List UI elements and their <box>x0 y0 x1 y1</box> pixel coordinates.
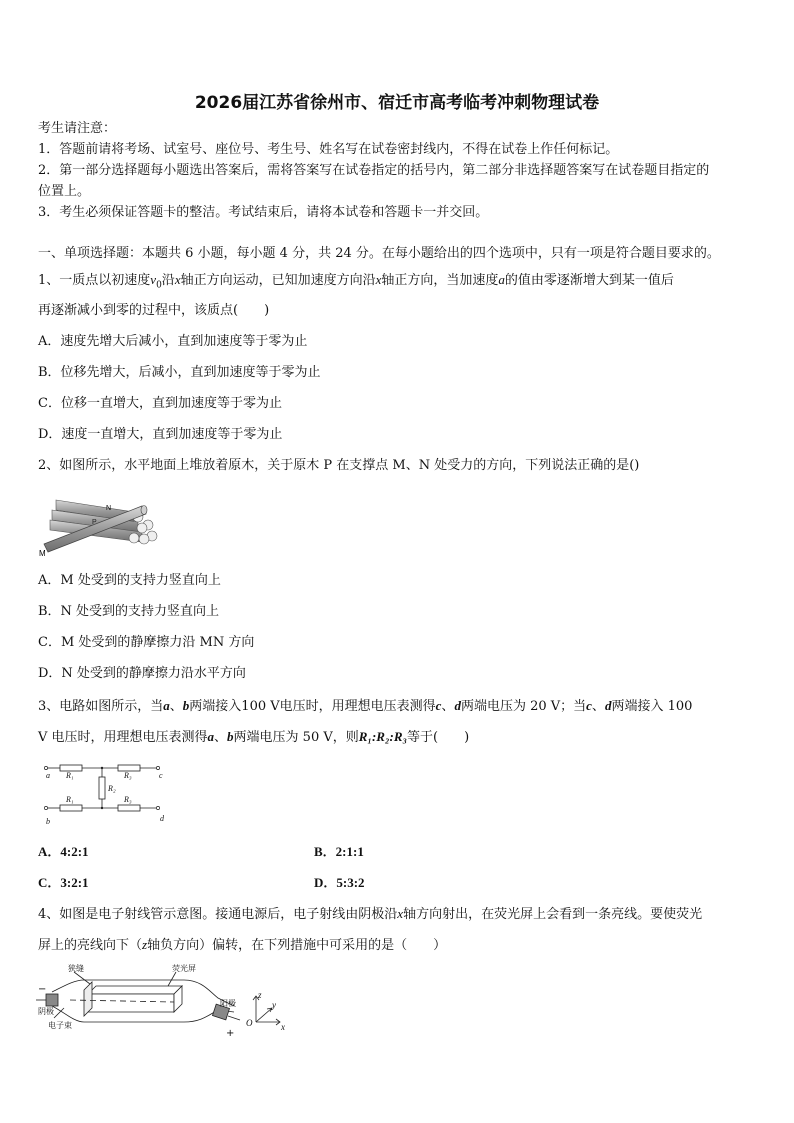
circuit-figure <box>40 758 174 828</box>
q3-var: c <box>435 698 442 713</box>
axis-z-label: z <box>258 990 262 1000</box>
q1-text: 轴正方向，当加速度 <box>381 273 499 288</box>
notice-item-3: 3．考生必须保证答题卡的整洁。考试结束后，请将本试卷和答题卡一并交回。 <box>38 205 489 220</box>
label-c: c <box>159 771 163 780</box>
label-r3: R₃ <box>124 771 132 780</box>
q1-text: 轴正方向运动，已知加速度方向沿 <box>180 273 376 288</box>
deflection-box <box>88 986 182 994</box>
q1-text: 沿 <box>161 273 175 288</box>
q1-v0: v <box>150 272 157 287</box>
label-screen: 荧光屏 <box>172 964 196 973</box>
q3-text: V 电压时，用理想电压表测得 <box>38 730 208 745</box>
q3-var: c <box>586 698 592 713</box>
q2-option-d: D．N 处受到的静摩擦力沿水平方向 <box>38 666 246 681</box>
q1-a: a <box>498 272 505 287</box>
q3-ratio: R₁:R₂:R₃ <box>358 729 408 744</box>
q3-var: b <box>227 729 234 744</box>
label-r1: R₁ <box>66 795 74 804</box>
q2-option-b: B．N 处受到的支持力竖直向上 <box>38 604 220 619</box>
q3-var: d <box>604 698 612 713</box>
q3-option-c: C．3:2:1 <box>38 875 89 890</box>
q3-var: b <box>182 698 190 713</box>
log-end <box>139 534 149 544</box>
label-d: d <box>160 814 164 823</box>
q3-var: d <box>454 698 461 713</box>
q4-text: 轴负方向）偏转，在下列措施中可采用的是（ ） <box>147 938 447 953</box>
label-slit: 狭缝 <box>68 964 84 973</box>
cathode <box>46 994 58 1006</box>
log-p-end <box>141 506 147 515</box>
q1-text: 的值由零逐渐增大到某一值后 <box>504 273 674 288</box>
q3-var: a <box>163 698 170 713</box>
q3-stem-line-2 <box>38 729 469 746</box>
junction <box>101 767 103 769</box>
label-plus: + <box>226 1028 235 1039</box>
q3-text: 、 <box>169 699 183 714</box>
notice-item-2: 2．第一部分选择题每小题选出答案后，需将答案写在试卷指定的括号内，第二部分非选择题答案写在试卷题目指定的 <box>38 163 710 178</box>
label-m: M <box>39 549 46 558</box>
resistor-r2 <box>99 777 105 799</box>
q3-text: 、 <box>214 730 228 745</box>
label-p: P <box>92 519 97 526</box>
q1-option-d: D．速度一直增大，直到加速度等于零为止 <box>38 427 283 442</box>
q1-text: 1、一质点以初速度 <box>38 273 151 288</box>
q1-option-c: C．位移一直增大，直到加速度等于零为止 <box>38 396 282 411</box>
q3-text: 、 <box>591 699 605 714</box>
q1-x: x <box>174 272 181 287</box>
origin-label: O <box>246 1018 253 1028</box>
log-end <box>137 523 147 533</box>
q4-text: 轴方向射出，在荧光屏上会看到一条亮线。要使荧光 <box>403 907 703 922</box>
resistor-r1-bottom <box>60 805 82 811</box>
q3-option-a: A．4:2:1 <box>38 844 89 859</box>
label-minus: − <box>38 984 47 995</box>
q3-text: 3、电路如图所示，当 <box>38 699 164 714</box>
q3-option-d: D．5:3:2 <box>314 875 365 890</box>
q3-text: 两端接入100 V电压时，用理想电压表测得 <box>189 699 436 714</box>
section-heading: 一、单项选择题：本题共 6 小题，每小题 4 分，共 24 分。在每小题给出的四个选项中，只有一项是符合题目要求的。 <box>38 246 720 261</box>
exam-title: 2026届江苏省徐州市、宿迁市高考临考冲刺物理试卷 <box>194 93 600 113</box>
q4-stem-line-1 <box>38 906 702 923</box>
crt-figure <box>34 962 290 1040</box>
q1-stem-line-2: 再逐渐减小到零的过程中，该质点( ) <box>38 303 270 318</box>
q3-option-b: B．2:1:1 <box>314 844 364 859</box>
q4-text: 屏上的亮线向下（ <box>38 938 143 953</box>
q2-option-a: A．M 处受到的支持力竖直向上 <box>38 573 221 588</box>
q3-text: 两端接入 100 <box>611 699 693 714</box>
terminal-b <box>44 806 47 809</box>
q3-text: 、 <box>441 699 455 714</box>
label-cathode: 阴极 <box>38 1007 54 1016</box>
label-r3: R₃ <box>124 795 132 804</box>
q3-var: a <box>207 729 215 744</box>
q1-option-a: A．速度先增大后减小，直到加速度等于零为止 <box>38 334 308 349</box>
q1-v0-sub: 0 <box>156 280 162 291</box>
terminal-d <box>156 806 159 809</box>
resistor-r3-bottom <box>118 805 140 811</box>
label-r1: R₁ <box>66 771 74 780</box>
label-b: b <box>46 817 50 826</box>
label-r2: R₂ <box>108 784 116 793</box>
label-n: N <box>106 505 112 512</box>
q4-var: x <box>397 906 404 921</box>
notice-item-1: 1．答题前请将考场、试室号、座位号、考生号、姓名写在试卷密封线内，不得在试卷上作任何标记。 <box>38 142 619 157</box>
logs-figure <box>38 486 168 558</box>
terminal-a <box>44 766 47 769</box>
q4-stem-line-2 <box>38 937 446 954</box>
q4-var: z <box>142 937 148 952</box>
q3-text: 两端电压为 20 V；当 <box>460 699 587 714</box>
label-beam: 电子束 <box>48 1021 72 1030</box>
q4-text: 4、如图是电子射线管示意图。接通电源后，电子射线由阴极沿 <box>38 907 398 922</box>
q1-option-b: B．位移先增大，后减小，直到加速度等于零为止 <box>38 365 321 380</box>
axis-y-label: y <box>272 1000 276 1010</box>
notice-heading: 考生请注意： <box>38 121 117 136</box>
log-end <box>129 533 139 543</box>
q2-stem: 2、如图所示，水平地面上堆放着原木，关于原木 P 在支撑点 M、N 处受力的方向，下列说法正确的是() <box>38 458 640 473</box>
q3-text: 两端电压为 50 V，则 <box>233 730 359 745</box>
q1-x: x <box>375 272 382 287</box>
notice-item-2-cont: 位置上。 <box>38 184 91 199</box>
terminal-c <box>156 766 159 769</box>
q3-stem-line-1 <box>38 698 692 715</box>
q2-option-c: C．M 处受到的静摩擦力沿 MN 方向 <box>38 635 255 650</box>
junction <box>101 807 103 809</box>
axis-x-label: x <box>281 1022 285 1032</box>
label-anode: 阳极 <box>220 999 236 1008</box>
q3-text: 等于( ) <box>407 730 470 745</box>
q1-stem-line-1 <box>38 272 674 294</box>
label-a: a <box>46 771 50 780</box>
